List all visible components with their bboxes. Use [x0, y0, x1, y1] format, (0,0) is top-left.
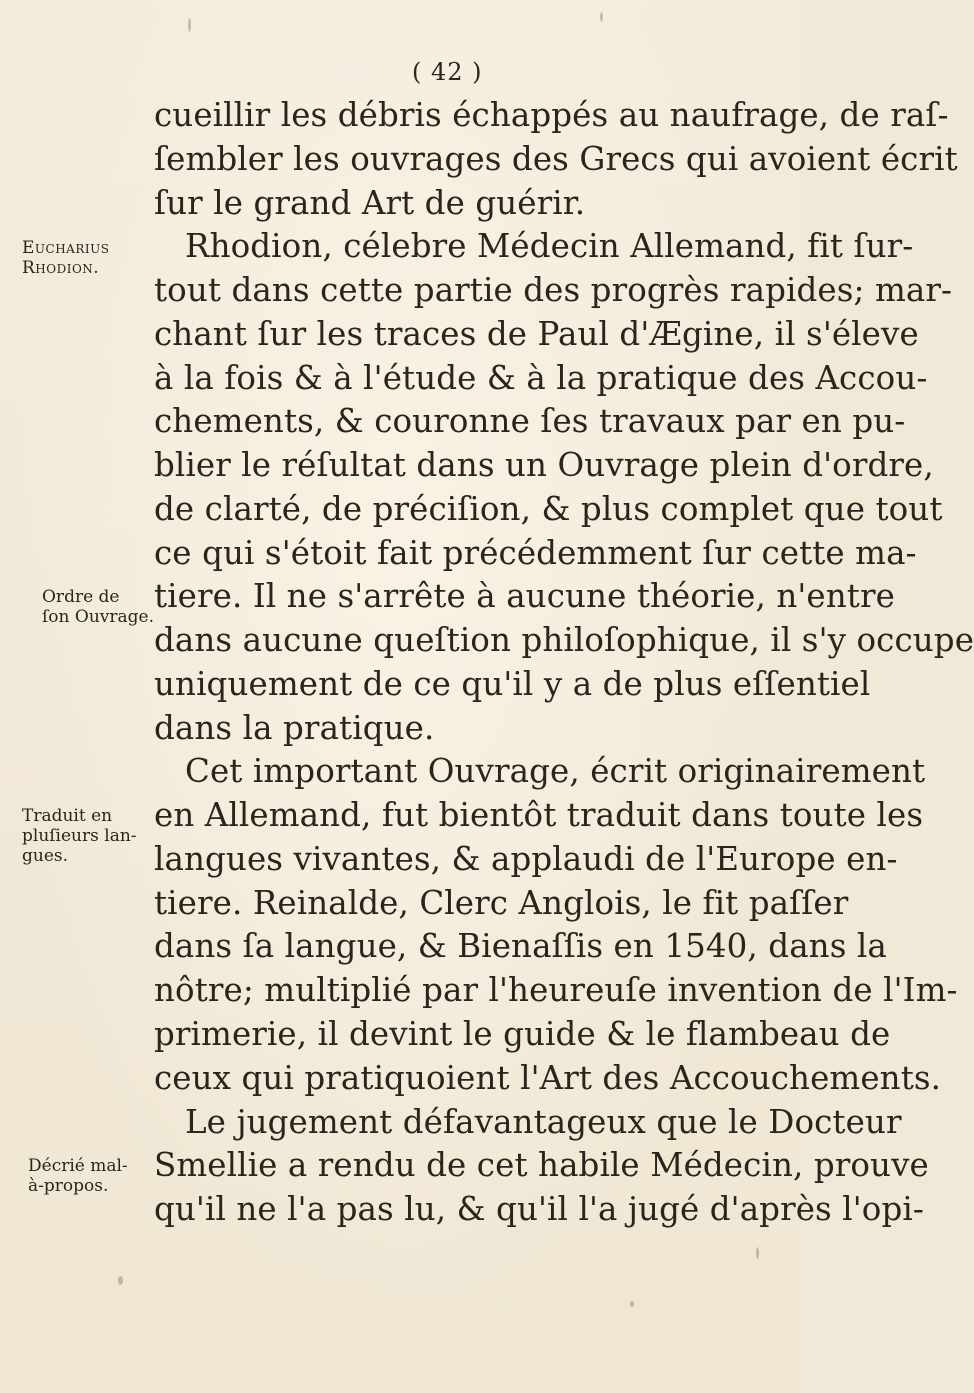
margin-note-line: Eucharius	[22, 238, 110, 258]
paper-speck	[118, 1276, 123, 1285]
text-line: ceux qui pratiquoient l'Art des Accouchements.	[154, 1059, 942, 1097]
text-line: à la fois & à l'étude & à la pratique des Accou-	[154, 359, 928, 397]
margin-note-line: ſon Ouvrage.	[42, 607, 154, 627]
margin-note-line: gues.	[22, 846, 69, 866]
margin-note	[28, 1156, 128, 1196]
margin-note-line: à-propos.	[28, 1176, 109, 1196]
paper-speck	[630, 1301, 634, 1307]
margin-note-line: Décrié mal-	[28, 1156, 128, 1176]
text-line: Cet important Ouvrage, écrit originairement	[185, 752, 926, 790]
text-line: ſembler les ouvrages des Grecs qui avoient écrit	[154, 140, 958, 178]
text-line: cueillir les débris échappés au naufrage, de raſ-	[154, 96, 949, 134]
text-line: Le jugement défavantageux que le Docteur	[185, 1103, 902, 1141]
margin-note	[22, 238, 109, 278]
margin-note-line: pluſieurs lan-	[22, 826, 137, 846]
paper-speck	[188, 18, 191, 32]
text-line: langues vivantes, & applaudi de l'Europe en-	[154, 840, 898, 878]
text-line: Smellie a rendu de cet habile Médecin, prouve	[154, 1146, 929, 1184]
text-line: chant ſur les traces de Paul d'Ægine, il s'éleve	[154, 315, 919, 353]
text-line: en Allemand, fut bientôt traduit dans toute les	[154, 796, 924, 834]
text-line: ſur le grand Art de guérir.	[154, 184, 586, 222]
margin-note-line: Ordre de	[42, 587, 120, 607]
text-line: de clarté, de préciſion, & plus complet que tout	[154, 490, 943, 528]
text-line: dans la pratique.	[154, 709, 435, 747]
text-line: nôtre; multiplié par l'heureuſe invention de l'Im-	[154, 971, 958, 1009]
text-line: tout dans cette partie des progrès rapides; mar-	[154, 271, 953, 309]
text-line: ce qui s'étoit fait précédemment ſur cette ma-	[154, 534, 917, 572]
text-line: tiere. Reinalde, Clerc Anglois, le fit paſſer	[154, 884, 849, 922]
text-line: primerie, il devint le guide & le flambeau de	[154, 1015, 891, 1053]
paper-speck	[756, 1247, 759, 1259]
text-line: chements, & couronne ſes travaux par en pu-	[154, 402, 906, 440]
text-line: tiere. Il ne s'arrête à aucune théorie, n'entre	[154, 577, 895, 615]
text-line: blier le réſultat dans un Ouvrage plein d'ordre,	[154, 446, 934, 484]
text-line: dans aucune queſtion philoſophique, il s'y occupe	[154, 621, 974, 659]
margin-note-line: Traduit en	[22, 806, 113, 826]
paper-speck	[600, 12, 603, 22]
page-number: ( 42 )	[412, 58, 483, 86]
text-line: qu'il ne l'a pas lu, & qu'il l'a jugé d'après l'opi-	[154, 1190, 924, 1228]
margin-note	[22, 806, 137, 866]
text-line: Rhodion, célebre Médecin Allemand, fit ſur-	[185, 227, 914, 265]
text-line: dans ſa langue, & Bienaſſis en 1540, dans la	[154, 927, 887, 965]
margin-note-line: Rhodion.	[22, 258, 100, 278]
text-line: uniquement de ce qu'il y a de plus eſſentiel	[154, 665, 871, 703]
margin-note	[42, 587, 154, 627]
